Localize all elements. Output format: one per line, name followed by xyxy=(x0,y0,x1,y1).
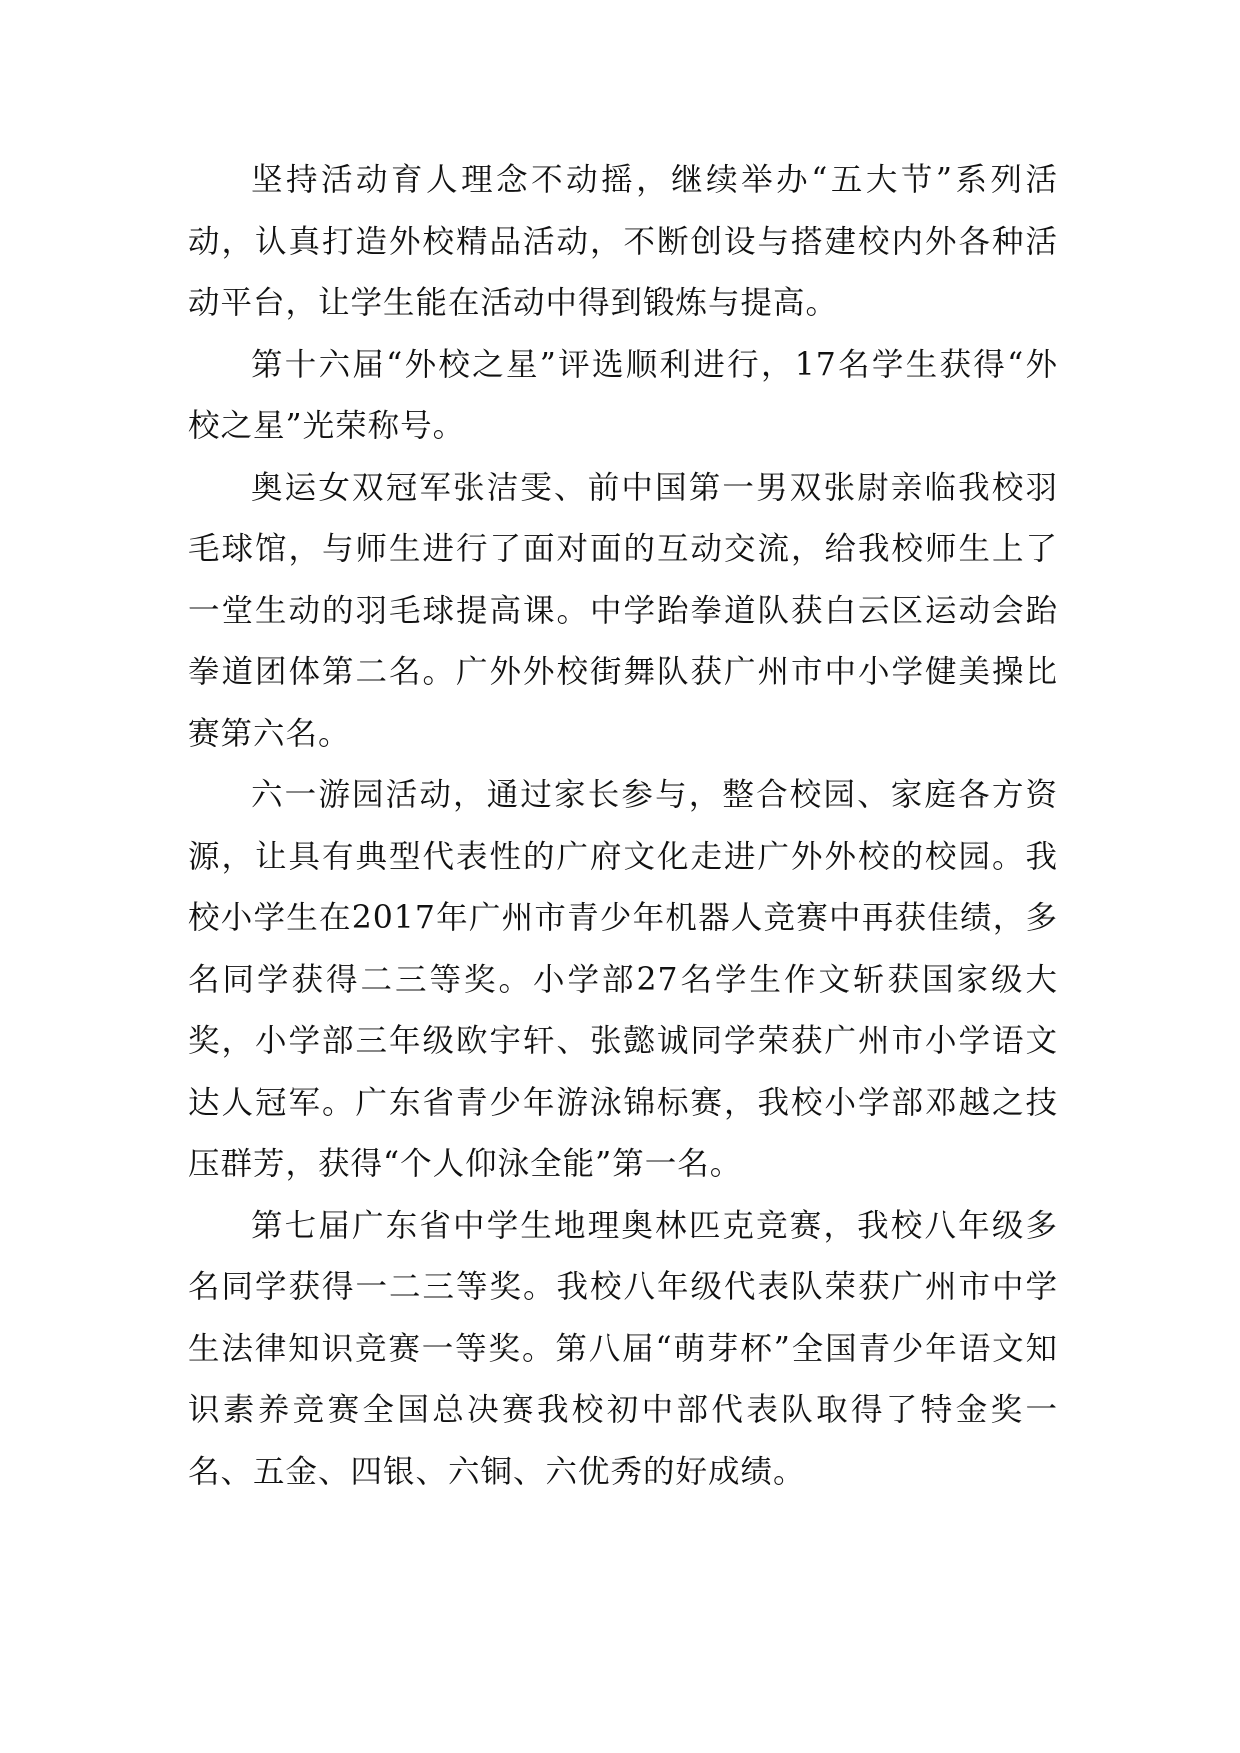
paragraph-middle-awards: 第七届广东省中学生地理奥林匹克竞赛，我校八年级多名同学获得一二三等奖。我校八年级代表队荣获广州市中学生法律知识竞赛一等奖。第八届“萌芽杯”全国青少年语文知识素养竞赛全国总决赛我校初中部代表队取得了特金奖一名、五金、四银、六铜、六优秀的好成绩。 xyxy=(188,1207,1058,1490)
paragraph-activities: 坚持活动育人理念不动摇，继续举办“五大节”系列活动，认真打造外校精品活动，不断创设与搭建校内外各种活动平台，让学生能在活动中得到锻炼与提高。 xyxy=(188,162,1058,321)
paragraph-sports: 奥运女双冠军张洁雯、前中国第一男双张尉亲临我校羽毛球馆，与师生进行了面对面的互动交流，给我校师生上了一堂生动的羽毛球提高课。中学跆拳道队获白云区运动会跆拳道团体第二名。广外外校街舞队获广州市中小学健美操比赛第六名。 xyxy=(188,469,1058,752)
document-body xyxy=(188,150,1058,1503)
paragraph-primary-awards: 六一游园活动，通过家长参与，整合校园、家庭各方资源，让具有典型代表性的广府文化走进广外外校的校园。我校小学生在2017年广州市青少年机器人竞赛中再获佳绩，多名同学获得二三等奖。小学部27名学生作文斩获国家级大奖，小学部三年级欧宇轩、张懿诚同学荣获广州市小学语文达人冠军。广东省青少年游泳锦标赛，我校小学部邓越之技压群芳，获得“个人仰泳全能”第一名。 xyxy=(188,777,1058,1182)
paragraph-school-star: 第十六届“外校之星”评选顺利进行，17名学生获得“外校之星”光荣称号。 xyxy=(188,346,1058,444)
